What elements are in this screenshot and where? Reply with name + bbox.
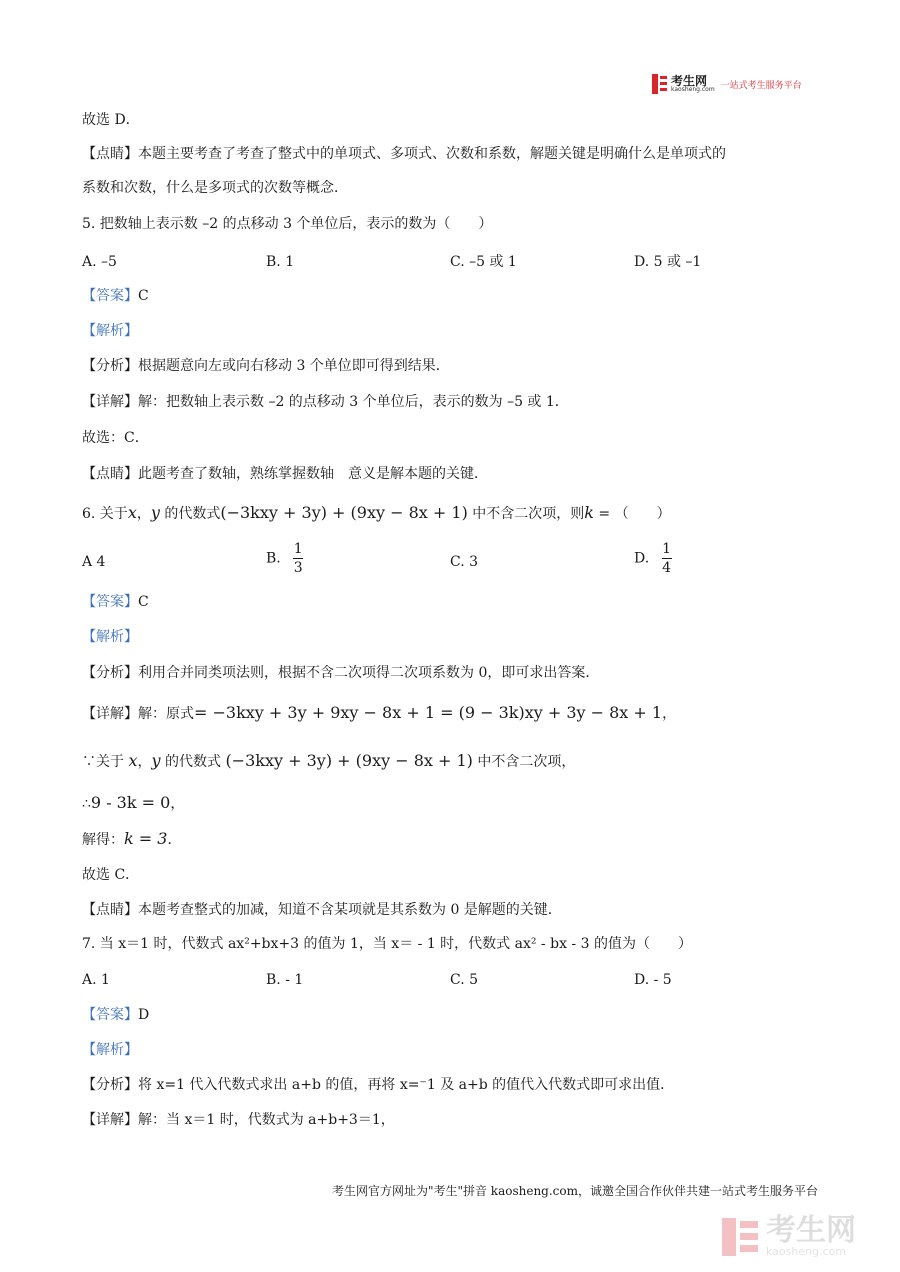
logo-slogan: 一站式考生服务平台 [720,80,802,91]
q7-analysis-heading: 【解析】 [82,1042,138,1058]
q6-therefore: ∴9 - 3k = 0， [82,793,185,812]
question-6: 6. 关于x，y 的代数式(−3kxy + 3y) + (9xy − 8x + 1) 中不含二次项，则k = （ ） [82,503,671,522]
question-7: 7. 当 x＝1 时，代数式 ax²+bx+3 的值为 1，当 x＝ - 1 时，代数式 ax² - bx - 3 的值为（ ） [82,936,692,952]
conclusion-line: 故选 D． [82,112,140,128]
watermark-logo [722,1213,856,1258]
question-5: 5. 把数轴上表示数 –2 的点移动 3 个单位后，表示的数为（ ） [82,216,493,232]
header-logo [652,72,802,96]
q6-option-a: A 4 [82,554,106,570]
q6-choice: 故选 C． [82,867,140,883]
q5-detail: 【详解】解：把数轴上表示数 –2 的点移动 3 个单位后，表示的数为 –5 或 1． [82,394,569,410]
logo-mark-icon [652,74,667,94]
q7-option-b: B. - 1 [266,972,304,988]
q6-detail: 【详解】解：原式= −3kxy + 3y + 9xy − 8x + 1 = (9 − 3k)xy + 3y − 8x + 1， [82,703,677,722]
q5-answer [82,286,149,306]
remark-line [82,144,726,164]
q5-choice: 故选：C． [82,430,149,446]
q5-option-d: D. 5 或 –1 [634,254,702,270]
answer-tag: 【答案】 [82,288,138,304]
watermark-domain: kaosheng.com [766,1245,847,1258]
remark-line-2: 系数和次数，什么是多项式的次数等概念． [82,180,348,196]
q6-answer: 【答案】C [82,594,149,610]
watermark-name: 考生网 [766,1213,856,1248]
footer-text: 考生网官方网址为"考生"拼音 kaosheng.com，诚邀全国合作伙伴共建一站式考生服务平台 [331,1184,818,1198]
q5-analysis: 【分析】根据题意向左或向右移动 3 个单位即可得到结果． [82,358,450,374]
q5-analysis-heading: 【解析】 [82,323,138,339]
answer-value: C [138,288,149,304]
q7-option-d: D. - 5 [634,972,672,988]
q5-option-b: B. 1 [266,254,295,270]
q6-option-b: B. $\frac{1}{3}$ [266,541,303,576]
q6-expression: (−3kxy + 3y) + (9xy − 8x + 1) [220,503,468,522]
q6-analysis: 【分析】利用合并同类项法则，根据不含二次项得二次项系数为 0，即可求出答案． [82,665,600,681]
q7-answer: 【答案】D [82,1007,150,1023]
q5-option-c: C. –5 或 1 [450,254,517,270]
q5-remark: 【点睛】此题考查了数轴，熟练掌握数轴 意义是解本题的关键． [82,466,488,482]
q6-option-d-fraction: $\frac{1}{4}$ [662,541,672,576]
watermark-mark-icon [722,1218,758,1256]
q5-option-a: A. –5 [82,254,117,270]
q6-option-b-fraction: $\frac{1}{3}$ [293,541,303,576]
remark-tag: 【点睛】 [82,146,138,162]
q6-solve: 解得：k = 3． [82,829,182,848]
q7-analysis: 【分析】将 x=1 代入代数式求出 a+b 的值，再将 x=⁻1 及 a+b 的值代入代数式即可求出值． [82,1077,675,1093]
q6-remark: 【点睛】本题考查整式的加减，知道不含某项就是其系数为 0 是解题的关键． [82,902,562,918]
q7-option-c: C. 5 [450,972,479,988]
logo-name: 考生网 [671,74,708,88]
logo-domain: kaosheng.com [671,86,715,93]
remark-text: 本题主要考查了考查了整式中的单项式、多项式、次数和系数，解题关键是明确什么是单项式的 [138,146,726,162]
q7-option-a: A. 1 [82,972,110,988]
q6-analysis-heading: 【解析】 [82,629,138,645]
q6-because: ∵关于 x，y 的代数式 (−3kxy + 3y) + (9xy − 8x + 1) 中不含二次项， [82,751,576,770]
q6-option-c: C. 3 [450,554,479,570]
q7-detail: 【详解】解：当 x＝1 时，代数式为 a+b+3＝1， [82,1112,395,1128]
q6-option-d: D. $\frac{1}{4}$ [634,541,672,576]
